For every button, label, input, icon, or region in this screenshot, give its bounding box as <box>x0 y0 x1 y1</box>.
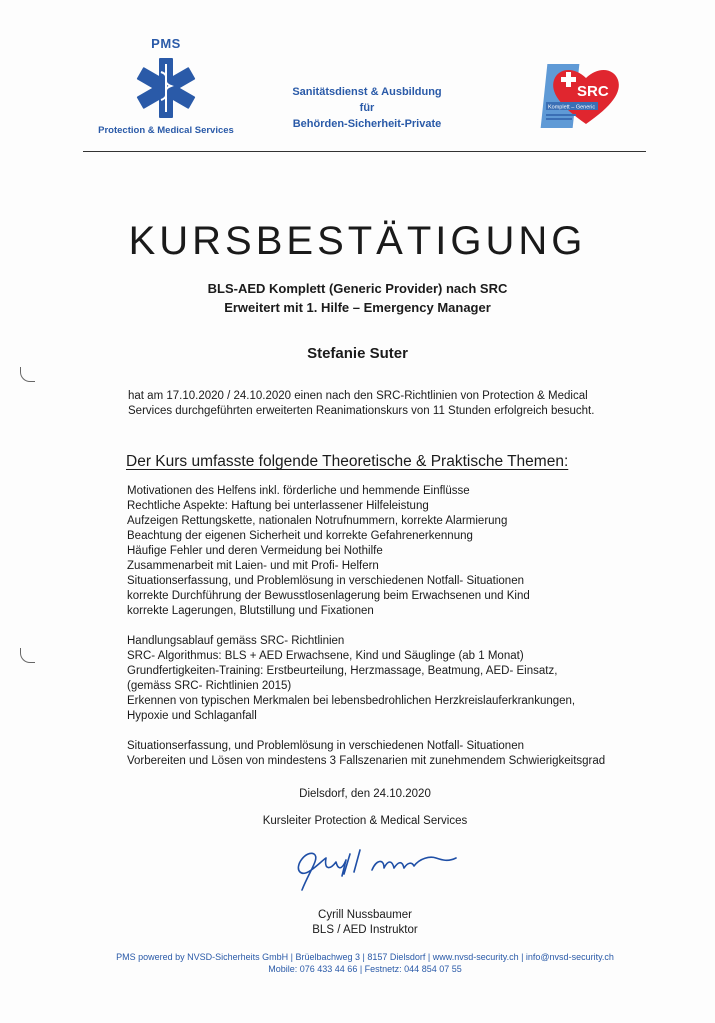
topic-item: Erkennen von typischen Merkmalen bei lebensbedrohlichen Herzkreislauferkrankungen, <box>127 695 576 707</box>
topic-item: Rechtliche Aspekte: Haftung bei unterlassener Hilfeleistung <box>127 500 429 512</box>
header-line-2: für <box>359 102 375 114</box>
intro-line-2: Services durchgeführten erweiterten Reanimationskurs von 11 Stunden erfolgreich besucht. <box>128 405 595 417</box>
topic-item: korrekte Durchführung der Bewusstlosenlagerung beim Erwachsenen und Kind <box>127 590 530 602</box>
topics-list <box>127 484 647 769</box>
topic-item: Motivationen des Helfens inkl. förderliche und hemmende Einflüsse <box>127 485 470 497</box>
src-logo-subtext: Komplett – Generic <box>548 104 596 111</box>
header-divider <box>83 151 646 152</box>
topics-spacer <box>127 724 647 739</box>
issuer-role: Kursleiter Protection & Medical Services <box>262 815 468 827</box>
place-date: Dielsdorf, den 24.10.2020 <box>299 788 431 800</box>
course-line-2: Erweitert mit 1. Hilfe – Emergency Manager <box>224 300 491 315</box>
topics-heading: Der Kurs umfasste folgende Theoretische & Praktische Themen: <box>126 453 569 470</box>
course-title <box>0 279 715 317</box>
topic-item: Grundfertigkeiten-Training: Erstbeurteilung, Herzmassage, Beatmung, AED- Einsatz, <box>127 665 558 677</box>
topic-item: Handlungsablauf gemäss SRC- Richtlinien <box>127 635 345 647</box>
course-line-1: BLS-AED Komplett (Generic Provider) nach SRC <box>207 281 508 296</box>
topic-item: Situationserfassung, und Problemlösung in verschiedenen Notfall- Situationen <box>127 740 524 752</box>
star-of-life-icon <box>133 55 199 121</box>
topics-spacer <box>127 619 647 634</box>
punch-hole-mark <box>20 648 35 663</box>
topic-item: Situationserfassung, und Problemlösung in verschiedenen Notfall- Situationen <box>127 575 524 587</box>
pms-logo <box>86 36 246 136</box>
topic-item: Beachtung der eigenen Sicherheit und korrekte Gefahrenerkennung <box>127 530 473 542</box>
topic-item: SRC- Algorithmus: BLS + AED Erwachsene, Kind und Säuglinge (ab 1 Monat) <box>127 650 524 662</box>
topic-item: Vorbereiten und Lösen von mindestens 3 Fallszenarien mit zunehmendem Schwierigkeitsgrad <box>127 755 606 767</box>
signer-name: Cyrill Nussbaumer <box>318 909 412 921</box>
signature <box>280 840 460 895</box>
intro-line-1: hat am 17.10.2020 / 24.10.2020 einen nach den SRC-Richtlinien von Protection & Medical <box>128 390 588 402</box>
header-line-1: Sanitätsdienst & Ausbildung <box>292 86 442 98</box>
topic-item: Häufige Fehler und deren Vermeidung bei Nothilfe <box>127 545 383 557</box>
punch-hole-mark <box>20 367 35 382</box>
footer-line-2: Mobile: 076 433 44 66 | Festnetz: 044 854 07 55 <box>268 964 462 974</box>
src-logo <box>540 58 632 132</box>
header-line-3: Behörden-Sicherheit-Private <box>292 118 442 130</box>
topic-item: Zusammenarbeit mit Laien- und mit Profi- Helfern <box>127 560 379 572</box>
signer-block <box>0 908 715 938</box>
intro-text <box>128 389 628 419</box>
participant-name: Stefanie Suter <box>307 345 408 362</box>
logo-abbreviation: PMS <box>151 36 181 51</box>
logo-tagline: Protection & Medical Services <box>98 125 234 136</box>
footer <box>0 951 715 975</box>
topic-item: (gemäss SRC- Richtlinien 2015) <box>127 680 292 692</box>
page-title: KURSBESTÄTIGUNG <box>128 218 587 263</box>
topic-item: Hypoxie und Schlaganfall <box>127 710 257 722</box>
signer-title: BLS / AED Instruktor <box>312 924 418 936</box>
footer-line-1: PMS powered by NVSD-Sicherheits GmbH | Brüelbachweg 3 | 8157 Dielsdorf | www.nvsd-security.ch | info@nvsd-security.ch <box>116 952 614 962</box>
topic-item: Aufzeigen Rettungskette, nationalen Notrufnummern, korrekte Alarmierung <box>127 515 508 527</box>
header-organization-text <box>272 84 462 132</box>
topic-item: korrekte Lagerungen, Blutstillung und Fixationen <box>127 605 374 617</box>
src-logo-text: SRC <box>577 83 609 100</box>
